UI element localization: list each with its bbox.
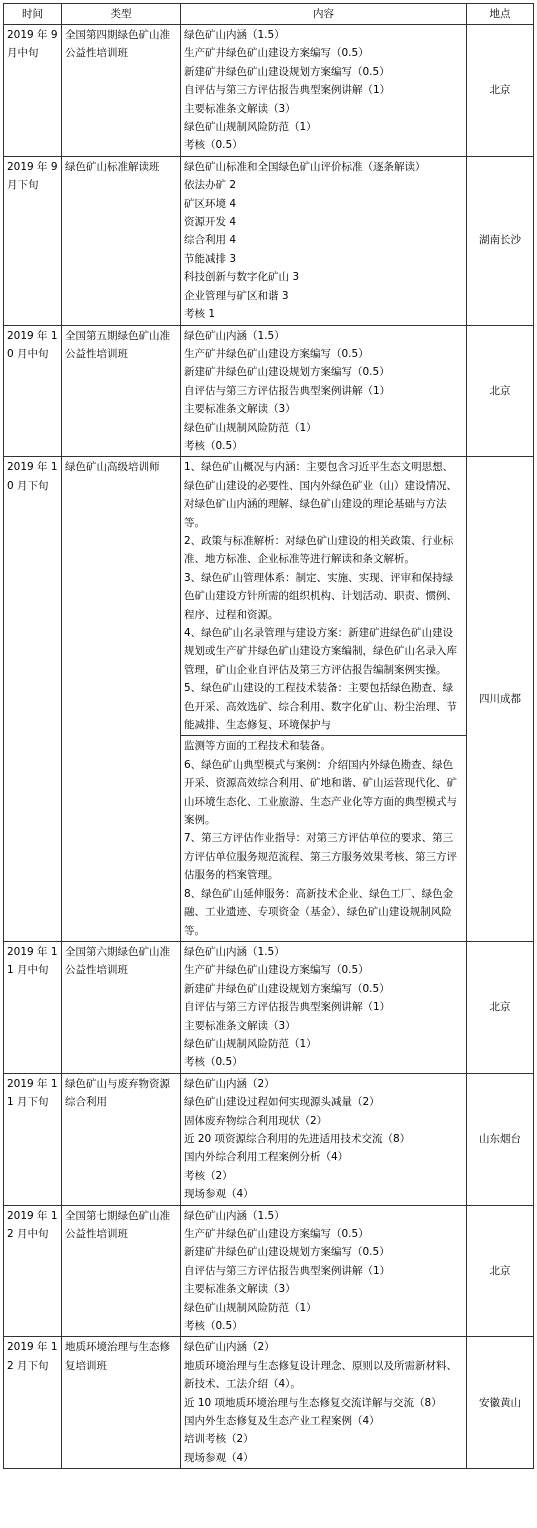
time-cell: 2019 年 10 月中旬 (4, 325, 62, 457)
time-cell: 2019 年 10 月下旬 (4, 457, 62, 942)
header-time: 时间 (4, 4, 62, 25)
content-line: 3、绿色矿山管理体系：制定、实施、实现、评审和保持绿色矿山建设方针所需的组织机构、计划活动、职责、惯例、程序、过程和资源。 (184, 571, 457, 621)
content-line: 依法办矿 2 (184, 179, 237, 192)
content-line: 生产矿井绿色矿山建设方案编写（0.5） (184, 47, 369, 60)
content-line: 地质环境治理与生态修复设计理念、原则以及所需新材料、新技术、工法介绍（4）。 (184, 1359, 457, 1391)
content-cell (181, 457, 467, 736)
content-cell (181, 736, 467, 941)
place-cell: 湖南长沙 (467, 156, 534, 325)
type-cell: 全国第六期绿色矿山准公益性培训班 (62, 941, 181, 1073)
content-line: 考核（0.5） (184, 139, 243, 152)
content-line: 绿色矿山规制风险防范（1） (184, 421, 317, 434)
content-line: 新建矿井绿色矿山建设规划方案编写（0.5） (184, 65, 390, 78)
table-row (4, 1073, 534, 1205)
content-line: 绿色矿山规制风险防范（1） (184, 121, 317, 134)
content-line: 现场参观（4） (184, 1451, 254, 1464)
content-line: 资源开发 4 (184, 216, 237, 229)
content-line: 企业管理与矿区和谐 3 (184, 289, 289, 302)
time-cell: 2019 年 11 月下旬 (4, 1073, 62, 1205)
place-cell: 四川成都 (467, 457, 534, 942)
header-place: 地点 (467, 4, 534, 25)
type-cell: 绿色矿山高级培训师 (62, 457, 181, 942)
content-line: 主要标准条文解读（3） (184, 1283, 296, 1296)
table-row (4, 1205, 534, 1337)
content-cell (181, 156, 467, 325)
content-cell (181, 325, 467, 457)
content-line: 监测等方面的工程技术和装备。 (184, 740, 331, 753)
content-line: 综合利用 4 (184, 234, 237, 247)
table-body (4, 25, 534, 1469)
content-line: 8、绿色矿山延伸服务：高新技术企业、绿色工厂、绿色金融、工业遗迹、专项资金（基金）、绿色矿山建设规制风险等。 (184, 887, 454, 937)
content-line: 7、第三方评估作业指导：对第三方评估单位的要求、第三方评估单位服务规范流程、第三方服务效果考核、第三方评估服务的档案管理。 (184, 832, 457, 882)
content-cell (181, 1073, 467, 1205)
content-line: 考核（0.5） (184, 1056, 243, 1069)
place-cell: 安徽黄山 (467, 1337, 534, 1469)
header-content: 内容 (181, 4, 467, 25)
time-cell: 2019 年 12 月下旬 (4, 1337, 62, 1469)
type-cell: 绿色矿山标准解读班 (62, 156, 181, 325)
content-line: 矿区环境 4 (184, 197, 237, 210)
content-cell (181, 25, 467, 157)
place-cell: 北京 (467, 1205, 534, 1337)
content-line: 绿色矿山内涵（1.5） (184, 29, 285, 41)
place-cell: 北京 (467, 941, 534, 1073)
content-line: 科技创新与数字化矿山 3 (184, 271, 300, 284)
content-line: 绿色矿山标准和全国绿色矿山评价标准（逐条解读） (184, 160, 426, 173)
table-row (4, 1337, 534, 1469)
content-line: 自评估与第三方评估报告典型案例讲解（1） (184, 384, 391, 397)
content-line: 新建矿井绿色矿山建设规划方案编写（0.5） (184, 1246, 390, 1259)
time-cell: 2019 年 9 月中旬 (4, 25, 62, 157)
type-cell: 绿色矿山与废弃物资源综合利用 (62, 1073, 181, 1205)
content-line: 4、绿色矿山名录管理与建设方案：新建矿进绿色矿山建设规划或生产矿井绿色矿山建设方案编制，绿色矿山名录入库管理，矿山企业自评估及第三方评估报告编制案例实操。 (184, 627, 457, 676)
place-cell: 北京 (467, 325, 534, 457)
content-line: 固体废弃物综合利用现状（2） (184, 1114, 328, 1127)
content-line: 绿色矿山内涵（2） (184, 1341, 275, 1354)
content-cell (181, 1337, 467, 1469)
header-row (4, 4, 534, 25)
content-line: 生产矿井绿色矿山建设方案编写（0.5） (184, 347, 369, 360)
content-line: 近 20 项资源综合利用的先进适用技术交流（8） (184, 1132, 411, 1145)
content-line: 国内外生态修复及生态产业工程案例（4） (184, 1415, 380, 1428)
content-line: 绿色矿山规制风险防范（1） (184, 1301, 317, 1314)
training-schedule-table (3, 3, 534, 1469)
content-line: 节能减排 3 (184, 252, 237, 265)
content-line: 生产矿井绿色矿山建设方案编写（0.5） (184, 964, 369, 977)
content-line: 国内外综合利用工程案例分析（4） (184, 1151, 349, 1164)
content-line: 近 10 项地质环境治理与生态修复交流详解与交流（8） (184, 1396, 442, 1409)
content-line: 考核（0.5） (184, 1320, 243, 1333)
content-line: 绿色矿山内涵（1.5） (184, 945, 285, 958)
type-cell: 全国第五期绿色矿山准公益性培训班 (62, 325, 181, 457)
table-row (4, 25, 534, 157)
type-cell: 地质环境治理与生态修复培训班 (62, 1337, 181, 1469)
content-line: 考核（2） (184, 1169, 233, 1182)
content-line: 绿色矿山规制风险防范（1） (184, 1037, 317, 1050)
type-cell: 全国第四期绿色矿山准公益性培训班 (62, 25, 181, 157)
time-cell: 2019 年 9 月下旬 (4, 156, 62, 325)
content-line: 考核（0.5） (184, 439, 243, 452)
content-line: 自评估与第三方评估报告典型案例讲解（1） (184, 84, 391, 97)
table-row (4, 325, 534, 457)
content-line: 考核 1 (184, 308, 216, 321)
content-line: 新建矿井绿色矿山建设规划方案编写（0.5） (184, 366, 390, 379)
place-cell: 山东烟台 (467, 1073, 534, 1205)
content-line: 现场参观（4） (184, 1188, 254, 1201)
type-cell: 全国第七期绿色矿山准公益性培训班 (62, 1205, 181, 1337)
content-cell (181, 941, 467, 1073)
content-line: 2、政策与标准解析：对绿色矿山建设的相关政策、行业标准、地方标准、企业标准等进行解读和条文解析。 (184, 534, 454, 566)
content-line: 自评估与第三方评估报告典型案例讲解（1） (184, 1264, 391, 1277)
content-line: 主要标准条文解读（3） (184, 1019, 296, 1032)
table-row (4, 941, 534, 1073)
content-line: 绿色矿山内涵（1.5） (184, 1209, 285, 1222)
content-line: 1、绿色矿山概况与内涵：主要包含习近平生态文明思想、绿色矿山建设的必要性、国内外绿色矿业（山）建设情况、对绿色矿山内涵的理解、绿色矿山建设的理论基础与方法等。 (184, 461, 457, 529)
content-line: 生产矿井绿色矿山建设方案编写（0.5） (184, 1228, 369, 1240)
content-line: 绿色矿山建设过程如何实现源头减量（2） (184, 1096, 380, 1109)
content-line: 新建矿井绿色矿山建设规划方案编写（0.5） (184, 982, 390, 995)
content-line: 绿色矿山内涵（2） (184, 1077, 275, 1090)
content-cell (181, 1205, 467, 1337)
time-cell: 2019 年 11 月中旬 (4, 941, 62, 1073)
content-line: 5、绿色矿山建设的工程技术装备：主要包括绿色勘查、绿色开采、高效选矿、综合利用、数字化矿山、粉尘治理、节能减排、生态修复、环境保护与 (184, 682, 457, 732)
content-line: 主要标准条文解读（3） (184, 102, 296, 115)
content-line: 绿色矿山内涵（1.5） (184, 329, 285, 342)
place-cell: 北京 (467, 25, 534, 157)
header-type: 类型 (62, 4, 181, 25)
content-line: 自评估与第三方评估报告典型案例讲解（1） (184, 1001, 391, 1014)
time-cell: 2019 年 12 月中旬 (4, 1205, 62, 1337)
content-line: 6、绿色矿山典型模式与案例：介绍国内外绿色勘查、绿色开采、资源高效综合利用、矿地和谐、矿山运营现代化、矿山环境生态化、工业旅游、生态产业化等方面的典型模式与案例。 (184, 758, 457, 827)
content-line: 培训考核（2） (184, 1433, 254, 1446)
table-row (4, 457, 534, 736)
table-row (4, 156, 534, 325)
content-line: 主要标准条文解读（3） (184, 403, 296, 416)
